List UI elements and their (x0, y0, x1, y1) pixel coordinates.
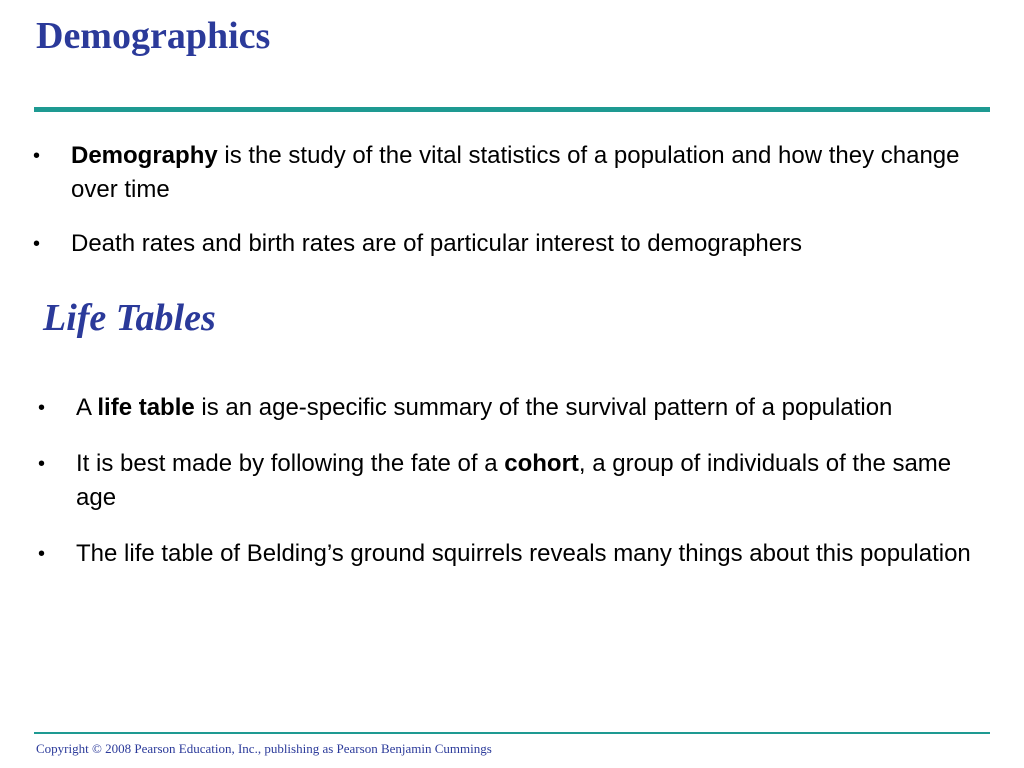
title-divider (34, 107, 990, 112)
slide-title: Demographics (36, 15, 271, 57)
bullet-marker: • (33, 145, 41, 167)
bullet-marker: • (38, 397, 46, 419)
bullet-marker: • (38, 543, 46, 565)
bullet-ground-squirrels (38, 537, 976, 571)
term-life-table: life table (97, 394, 195, 421)
bullet-marker: • (33, 233, 41, 255)
term-cohort: cohort (504, 450, 579, 477)
bullet-text-pre: It is best made by following the fate of a (76, 450, 505, 477)
bullet-text: Death rates and birth rates are of particular interest to demographers (71, 230, 803, 257)
bullet-text-post: is an age-specific summary of the survival pattern of a population (194, 394, 893, 421)
footer-divider (34, 732, 990, 734)
bullet-marker: • (38, 453, 46, 475)
bullet-text-pre: A (76, 394, 98, 421)
term-demography: Demography (71, 142, 218, 169)
bullet-text-post: , a group of individuals of the same age (76, 450, 952, 511)
bullet-life-table-definition (38, 391, 976, 425)
section-heading-life-tables: Life Tables (43, 297, 216, 339)
bullet-text: is the study of the vital statistics of a population and how they change over time (71, 142, 960, 203)
copyright-footer: Copyright © 2008 Pearson Education, Inc., publishing as Pearson Benjamin Cummings (36, 741, 492, 756)
bullet-cohort (38, 447, 976, 515)
bullet-demography-definition (33, 139, 981, 207)
bullet-death-birth-rates (33, 227, 981, 261)
bullet-text: The life table of Belding’s ground squirrels reveals many things about this population (76, 540, 971, 567)
demographics-bullet-list (33, 139, 981, 261)
life-tables-bullet-list (38, 391, 976, 593)
